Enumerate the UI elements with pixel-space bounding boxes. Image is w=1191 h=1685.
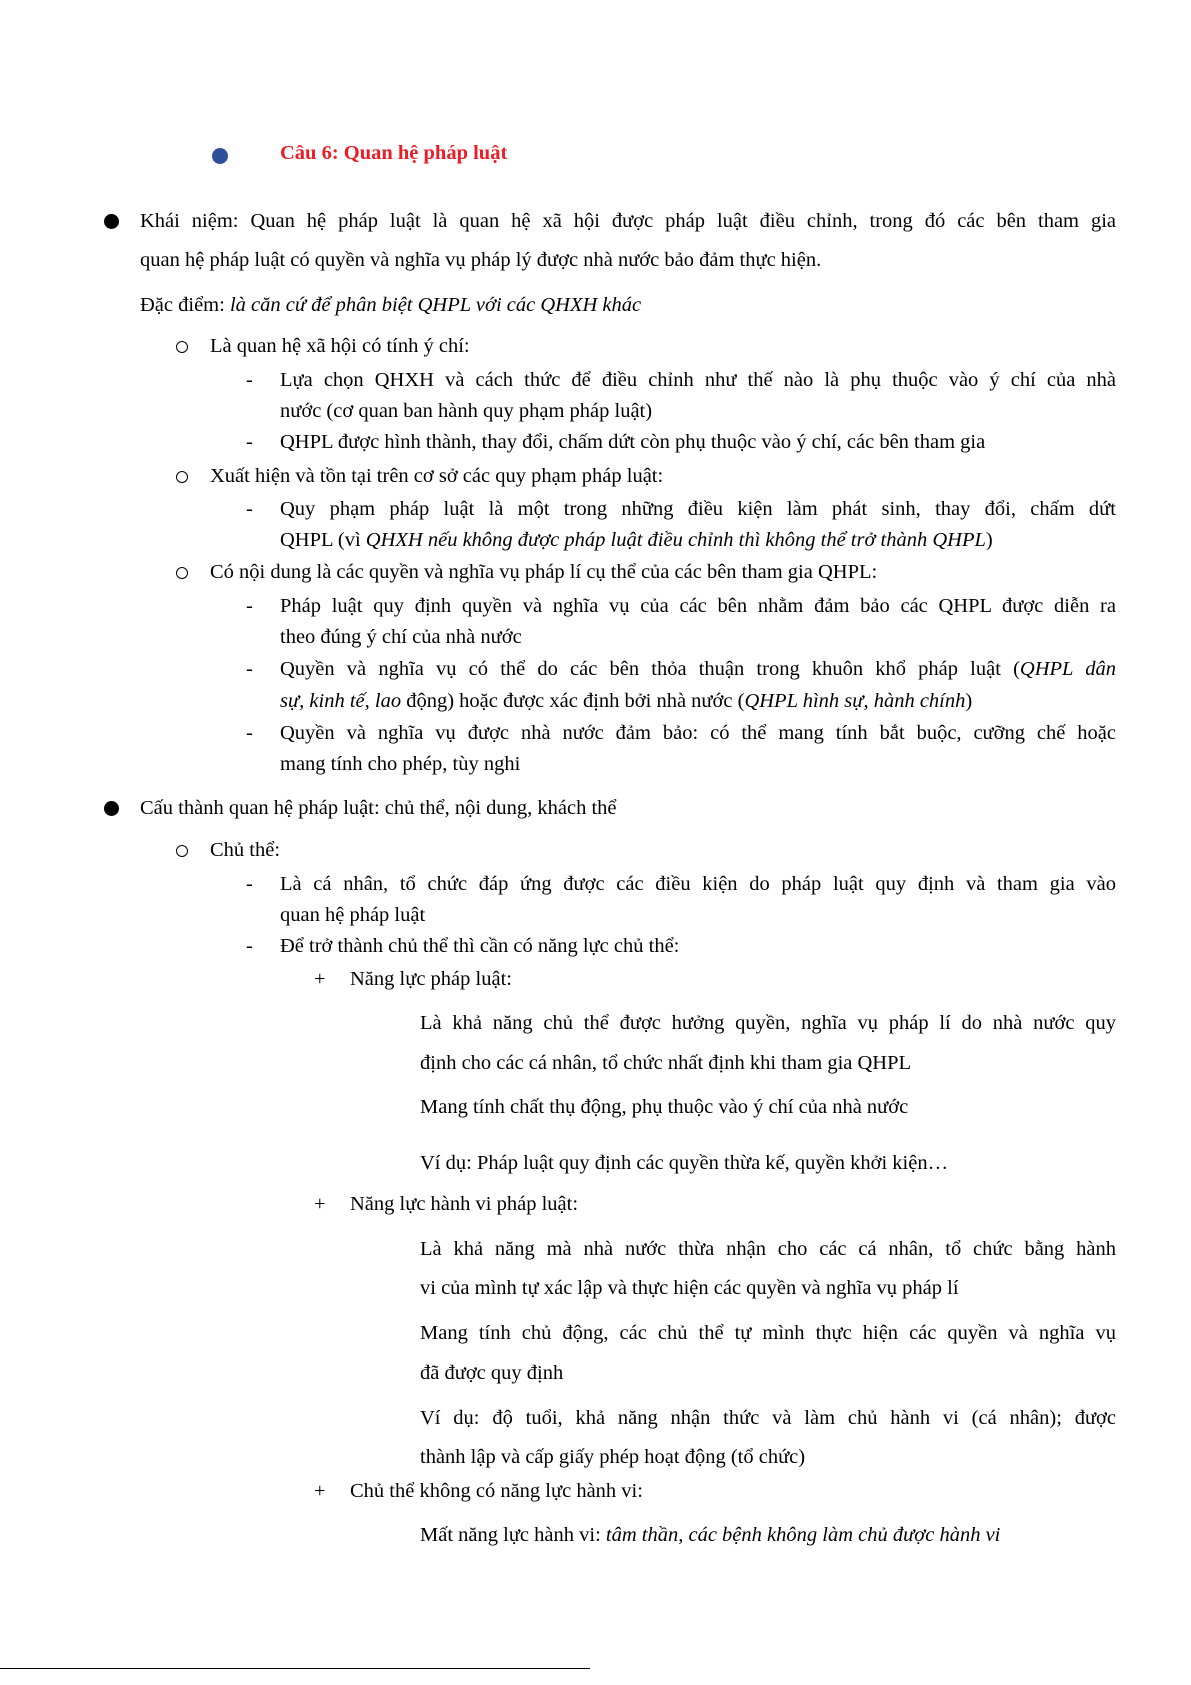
content-heading: Có nội dung là các quyền và nghĩa vụ pháp lí cụ thể của các bên tham gia QHPL: [210, 561, 878, 583]
content-item-1-line-1: Pháp luật quy định quyền và nghĩa vụ của các bên nhằm đảm bảo các QHPL được diễn ra [280, 595, 1116, 617]
act-capacity-heading: Năng lực hành vi pháp luật: [350, 1193, 579, 1215]
norms-item-1-line-2: QHPL (vì QHXH nếu không được pháp luật điều chỉnh thì không thể trở thành QHPL) [280, 529, 993, 551]
subject-item-1-line-1: Là cá nhân, tổ chức đáp ứng được các điều kiện do pháp luật quy định và tham gia vào [280, 873, 1116, 895]
features-label: Đặc điểm: là căn cứ để phân biệt QHPL với các QHXH khác [140, 294, 642, 316]
legal-capacity-p1-line-1: Là khả năng chủ thể được hưởng quyền, nghĩa vụ pháp lí do nhà nước quy [420, 1012, 1116, 1034]
dash-marker: - [246, 369, 253, 391]
act-capacity-p2-line-1: Mang tính chủ động, các chủ thể tự mình thực hiện các quyền và nghĩa vụ [420, 1322, 1116, 1344]
will-item-2: QHPL được hình thành, thay đổi, chấm dứt còn phụ thuộc vào ý chí, các bên tham gia [280, 431, 986, 453]
plus-marker: + [314, 1193, 326, 1215]
will-heading: Là quan hệ xã hội có tính ý chí: [210, 335, 470, 357]
footnote-separator [0, 1668, 590, 1669]
legal-capacity-heading: Năng lực pháp luật: [350, 968, 512, 990]
title-bullet-icon [212, 148, 228, 164]
plus-marker: + [314, 968, 326, 990]
subject-item-1-line-2: quan hệ pháp luật [280, 904, 426, 926]
content-item-2-line-1: Quyền và nghĩa vụ có thể do các bên thỏa thuận trong khuôn khổ pháp luật (QHPL dân [280, 658, 1116, 680]
composition-heading: Cấu thành quan hệ pháp luật: chủ thể, nội dung, khách thể [140, 797, 617, 819]
legal-capacity-p3: Ví dụ: Pháp luật quy định các quyền thừa kế, quyền khởi kiện… [420, 1152, 949, 1174]
no-capacity-heading: Chủ thể không có năng lực hành vi: [350, 1480, 643, 1502]
bullet-icon [104, 214, 119, 229]
circle-bullet-icon [176, 845, 188, 857]
dash-marker: - [246, 873, 253, 895]
bullet-icon [104, 801, 119, 816]
features-note: là căn cứ để phân biệt QHPL với các QHXH khác [229, 294, 642, 316]
dash-marker: - [246, 431, 253, 453]
dash-marker: - [246, 935, 253, 957]
subject-heading: Chủ thể: [210, 839, 281, 861]
act-capacity-p3-line-2: thành lập và cấp giấy phép hoạt động (tổ chức) [420, 1446, 806, 1468]
dash-marker: - [246, 722, 253, 744]
norms-item-1-line-1: Quy phạm pháp luật là một trong những điều kiện làm phát sinh, thay đổi, chấm dứt [280, 498, 1116, 520]
concept-line-2: quan hệ pháp luật có quyền và nghĩa vụ pháp lý được nhà nước bảo đảm thực hiện. [140, 249, 822, 271]
plus-marker: + [314, 1480, 326, 1502]
will-item-1-line-1: Lựa chọn QHXH và cách thức để điều chỉnh như thế nào là phụ thuộc vào ý chí của nhà [280, 369, 1116, 391]
dash-marker: - [246, 498, 253, 520]
content-item-1-line-2: theo đúng ý chí của nhà nước [280, 626, 522, 648]
act-capacity-p1-line-1: Là khả năng mà nhà nước thừa nhận cho các cá nhân, tổ chức bằng hành [420, 1238, 1116, 1260]
concept-line-1: Khái niệm: Quan hệ pháp luật là quan hệ xã hội được pháp luật điều chỉnh, trong đó các bên tham gia [140, 210, 1116, 232]
norms-heading: Xuất hiện và tồn tại trên cơ sở các quy phạm pháp luật: [210, 465, 664, 487]
content-item-3-line-2: mang tính cho phép, tùy nghi [280, 753, 521, 775]
no-capacity-p1: Mất năng lực hành vi: tâm thần, các bệnh không làm chủ được hành vi [420, 1524, 1001, 1546]
subject-item-2: Để trở thành chủ thể thì cần có năng lực chủ thể: [280, 935, 680, 957]
circle-bullet-icon [176, 567, 188, 579]
act-capacity-p3-line-1: Ví dụ: độ tuổi, khả năng nhận thức và làm chủ hành vi (cá nhân); được [420, 1407, 1116, 1429]
legal-capacity-p1-line-2: định cho các cá nhân, tổ chức nhất định khi tham gia QHPL [420, 1052, 912, 1074]
dash-marker: - [246, 658, 253, 680]
circle-bullet-icon [176, 471, 188, 483]
content-item-2-line-2: sự, kinh tế, lao động) hoặc được xác định bởi nhà nước (QHPL hình sự, hành chính) [280, 690, 973, 712]
page-title: Câu 6: Quan hệ pháp luật [280, 142, 508, 164]
dash-marker: - [246, 595, 253, 617]
circle-bullet-icon [176, 341, 188, 353]
legal-capacity-p2: Mang tính chất thụ động, phụ thuộc vào ý chí của nhà nước [420, 1096, 909, 1118]
act-capacity-p1-line-2: vi của mình tự xác lập và thực hiện các quyền và nghĩa vụ pháp lí [420, 1277, 959, 1299]
content-item-3-line-1: Quyền và nghĩa vụ được nhà nước đảm bảo: có thể mang tính bắt buộc, cưỡng chế hoặc [280, 722, 1116, 744]
act-capacity-p2-line-2: đã được quy định [420, 1362, 564, 1384]
will-item-1-line-2: nước (cơ quan ban hành quy phạm pháp luật) [280, 400, 653, 422]
